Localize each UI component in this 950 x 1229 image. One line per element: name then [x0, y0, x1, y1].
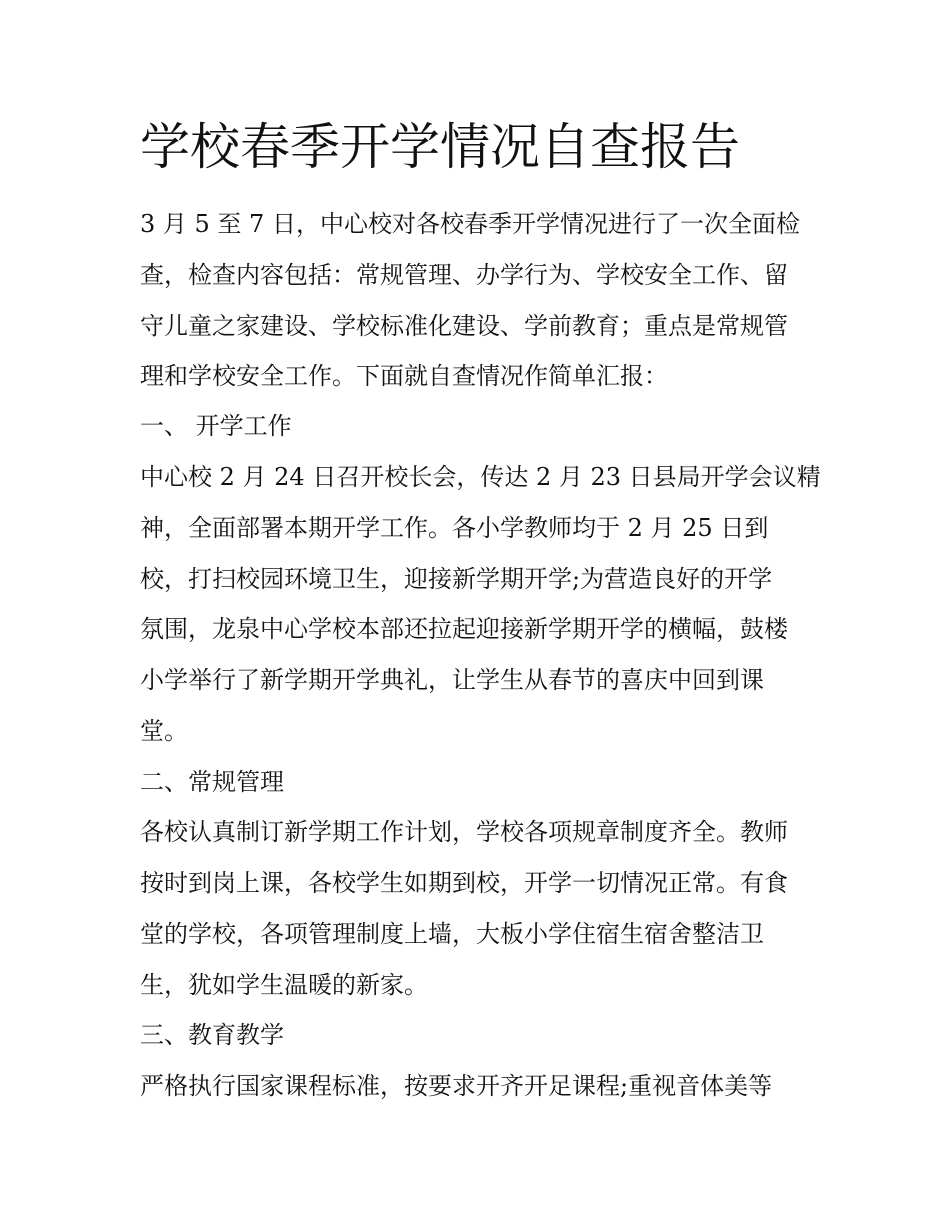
section-heading: 三、教育教学	[140, 1021, 284, 1049]
section-heading: 一、 开学工作	[140, 412, 292, 440]
paragraph-line: 各校认真制订新学期工作计划，学校各项规章制度齐全。教师	[140, 818, 788, 846]
paragraph-line: 理和学校安全工作。下面就自查情况作简单汇报：	[140, 362, 668, 390]
paragraph-line: 按时到岗上课，各校学生如期到校，开学一切情况正常。有食	[140, 869, 788, 897]
paragraph-line: 严格执行国家课程标准，按要求开齐开足课程;重视音体美等	[140, 1072, 773, 1100]
paragraph-line: 生，犹如学生温暖的新家。	[140, 971, 428, 999]
paragraph-line: 查，检查内容包括：常规管理、办学行为、学校安全工作、留	[140, 261, 788, 289]
paragraph-line: 小学举行了新学期开学典礼，让学生从春节的喜庆中回到课	[140, 666, 764, 694]
paragraph-line: 堂。	[140, 717, 188, 745]
paragraph-line: 堂的学校，各项管理制度上墙，大板小学住宿生宿舍整洁卫	[140, 920, 764, 948]
paragraph-line: 校，打扫校园环境卫生，迎接新学期开学;为营造良好的开学	[140, 565, 773, 593]
document-title: 学校春季开学情况自查报告	[140, 118, 740, 176]
section-heading: 二、常规管理	[140, 768, 284, 796]
paragraph-line: 3 月 5 至 7 日，中心校对各校春季开学情况进行了一次全面检	[140, 210, 800, 238]
paragraph-line: 氛围，龙泉中心学校本部还拉起迎接新学期开学的横幅，鼓楼	[140, 615, 788, 643]
paragraph-line: 中心校 2 月 24 日召开校长会，传达 2 月 23 日县局开学会议精	[140, 463, 821, 491]
paragraph-line: 守儿童之家建设、学校标准化建设、学前教育；重点是常规管	[140, 312, 788, 340]
paragraph-line: 神，全面部署本期开学工作。各小学教师均于 2 月 25 日到	[140, 514, 769, 542]
